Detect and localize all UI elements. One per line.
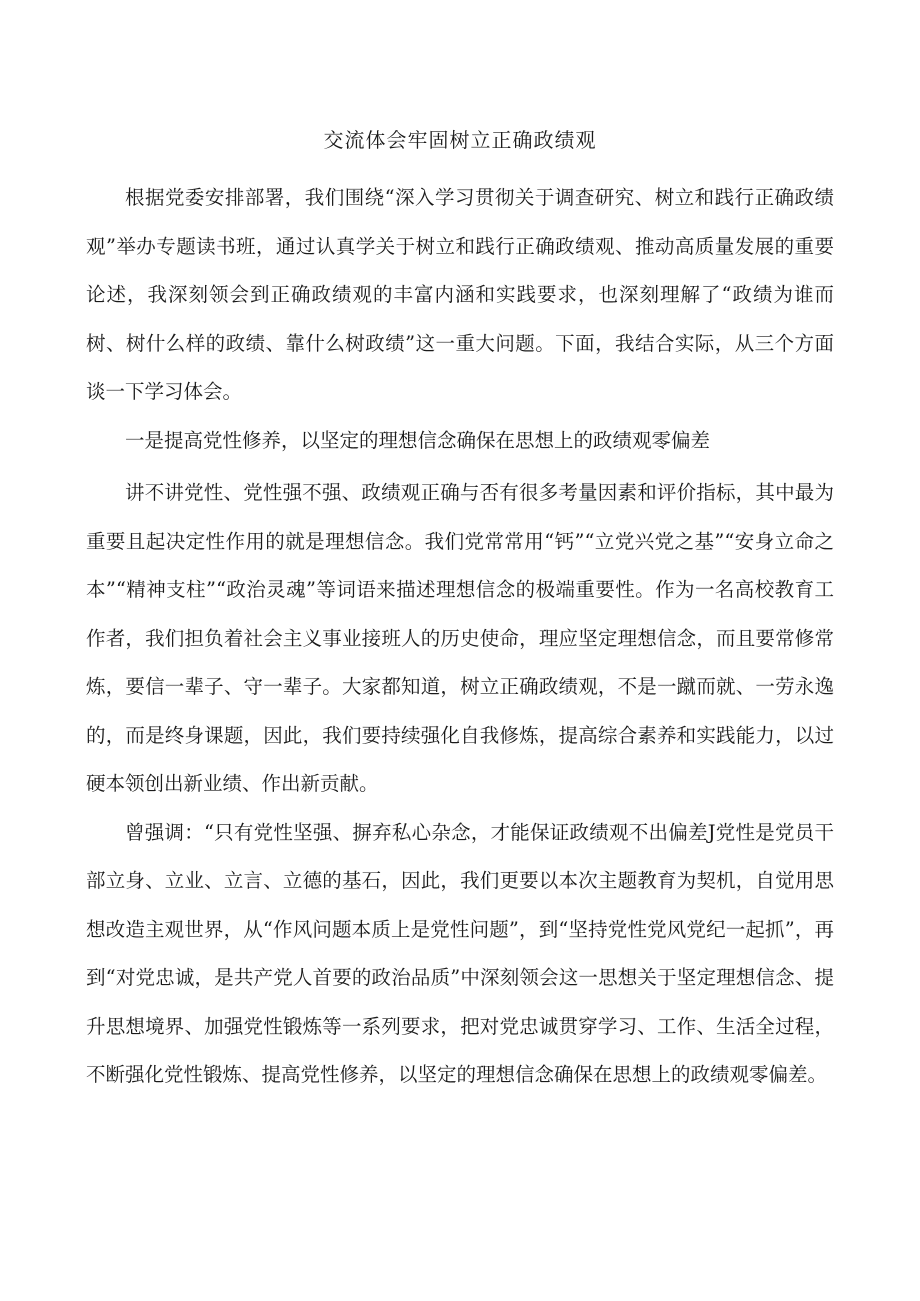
paragraph-intro: 根据党委安排部署，我们围绕“深入学习贯彻关于调查研究、树立和践行正确政绩观”举办专题读书班，通过认真学关于树立和践行正确政绩观、推动高质量发展的重要论述，我深刻领会到正确政绩观的丰富内涵和实践要求，也深刻理解了“政绩为谁而树、树什么样的政绩、靠什么树政绩”这一重大问题。下面，我结合实际，从三个方面谈一下学习体会。 bbox=[86, 186, 834, 403]
document-page bbox=[86, 112, 834, 1100]
document-title: 交流体会牢固树立正确政绩观 bbox=[323, 128, 597, 152]
section-heading-1: 一是提高党性修养，以坚定的理想信念确保在思想上的政绩观零偏差 bbox=[125, 428, 711, 452]
paragraph-ideals: 讲不讲党性、党性强不强、政绩观正确与否有很多考量因素和评价指标，其中最为重要且起决定性作用的就是理想信念。我们党常常用“钙”“立党兴党之基”“安身立命之本”“精神支柱”“政治灵魂”等词语来描述理想信念的极端重要性。作为一名高校教育工作者，我们担负着社会主义事业接班人的历史使命，理应坚定理想信念，而且要常修常炼，要信一辈子、守一辈子。大家都知道，树立正确政绩观，不是一蹴而就、一劳永逸的，而是终身课题，因此，我们要持续强化自我修炼，提高综合素养和实践能力，以过硬本领创出新业绩、作出新贡献。 bbox=[86, 481, 834, 795]
paragraph-party-spirit: 曾强调：“只有党性坚强、摒弃私心杂念，才能保证政绩观不出偏差J党性是党员干部立身、立业、立言、立德的基石，因此，我们更要以本次主题教育为契机，自觉用思想改造主观世界，从“作风问题本质上是党性问题”，到“坚持党性党风党纪一起抓”，再到“对党忠诚，是共产党人首要的政治品质”中深刻领会这一思想关于坚定理想信念、提升思想境界、加强党性锻炼等一系列要求，把对党忠诚贯穿学习、工作、生活全过程，不断强化党性锻炼、提高党性修养，以坚定的理想信念确保在思想上的政绩观零偏差。 bbox=[86, 820, 834, 1086]
